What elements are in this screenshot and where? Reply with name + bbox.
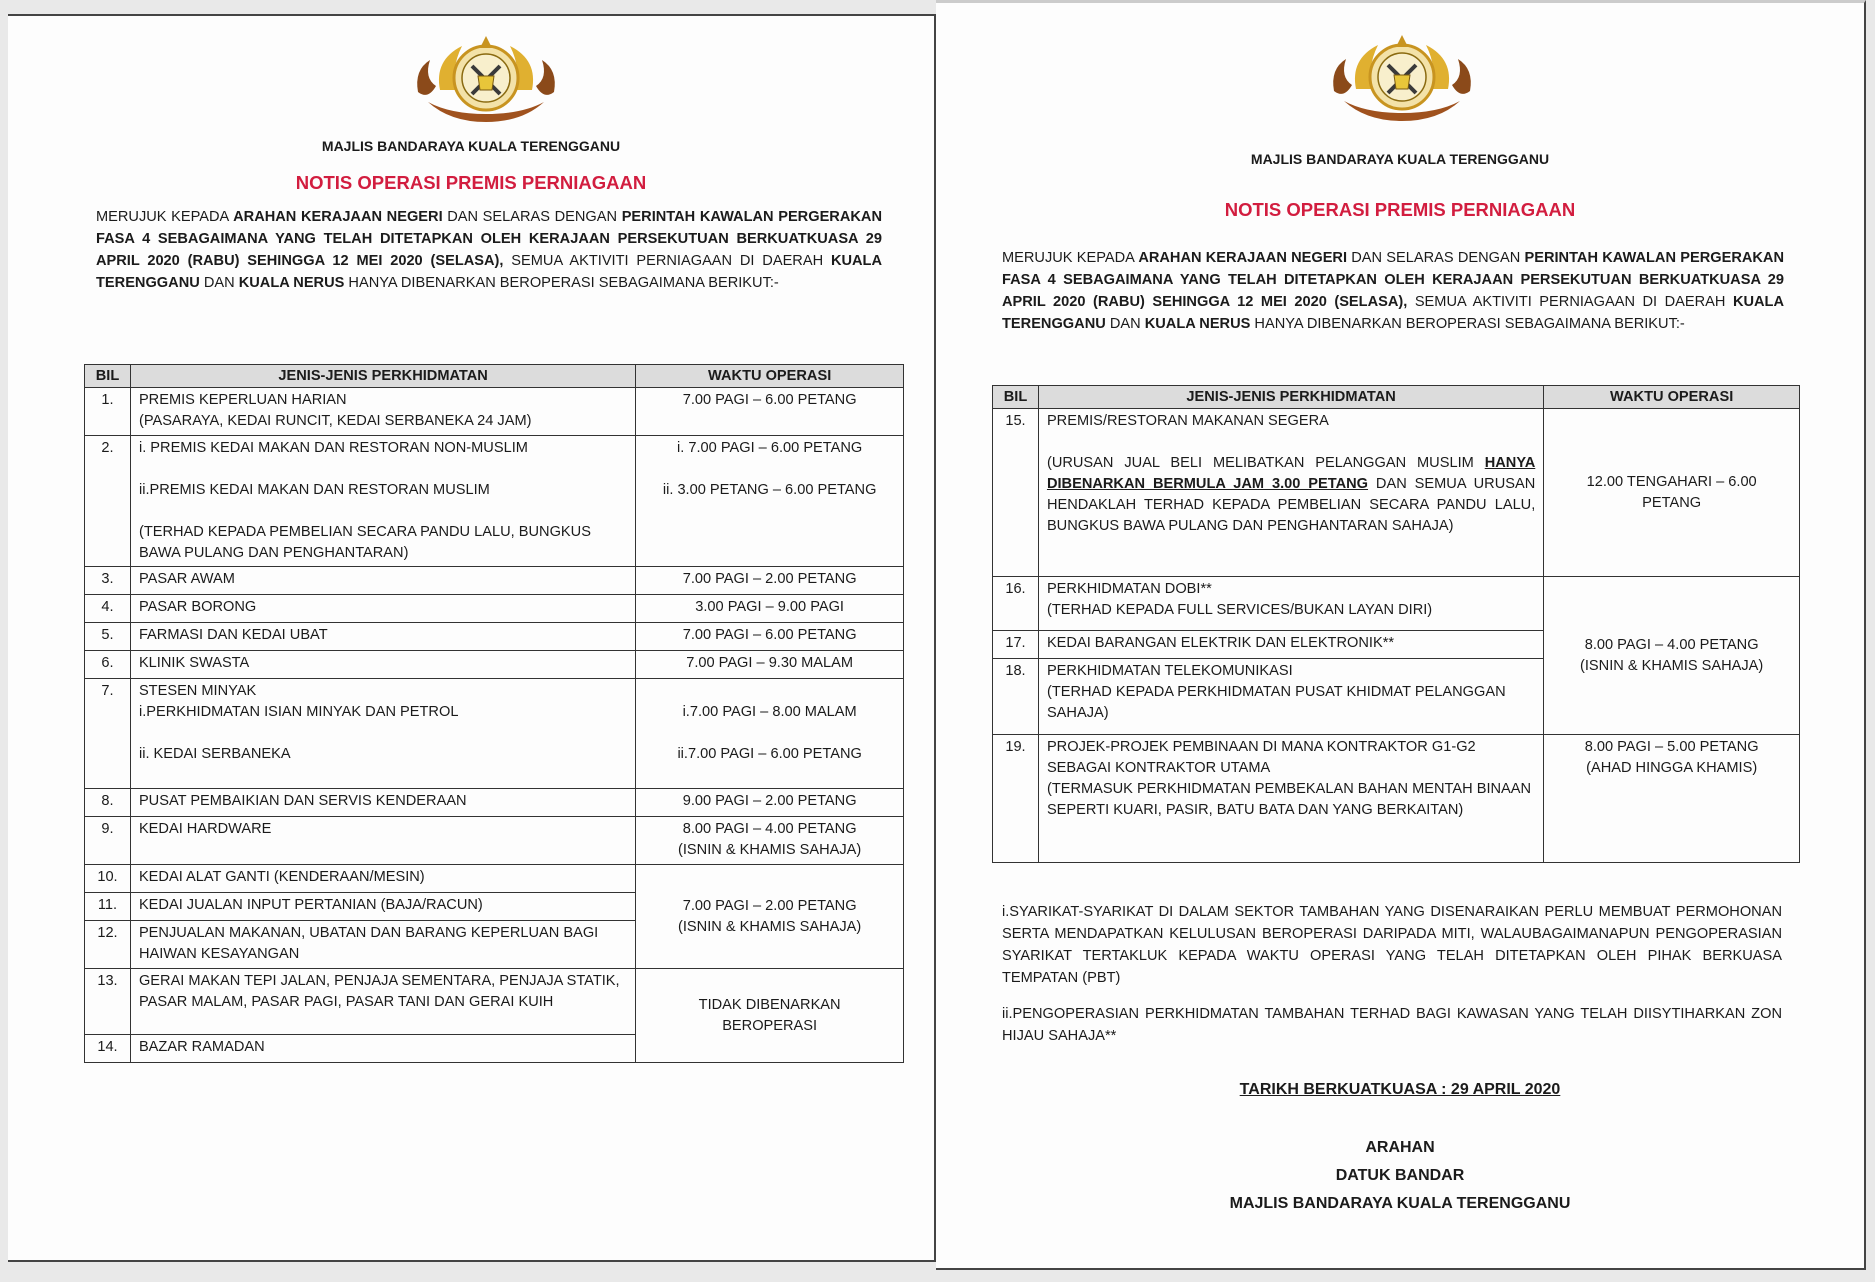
- service-line: (TERHAD KEPADA PEMBELIAN SECARA PANDU LALU, BUNGKUS BAWA PULANG DAN PENGHANTARAN): [138, 524, 591, 561]
- org-name: MAJLIS BANDARAYA KUALA TERENGGANU: [321, 138, 621, 154]
- table-row: [85, 623, 904, 651]
- row-number: 13.: [85, 969, 131, 1035]
- service-line: [139, 459, 627, 480]
- service-cell: [130, 893, 635, 921]
- time-line: PETANG: [1642, 494, 1702, 511]
- service-cell: [130, 623, 635, 651]
- note-text: (URUSAN JUAL BELI MELIBATKAN PELANGGAN MUSLIM: [1046, 455, 1485, 471]
- time-line: [644, 723, 895, 744]
- time-line: 8.00 PAGI – 4.00 PETANG: [1584, 636, 1759, 653]
- intro-segment: HANYA DIBENARKAN BEROPERASI SEBAGAIMANA BERIKUT:-: [1250, 316, 1685, 332]
- note-text: DAN SEMUA URUSAN HENDAKLAH TERHAD KEPADA PEMBELIAN SECARA PANDU LALU, BUNGKUS BAWA PULANG DAN PENGHANTARAN SAHAJA): [1046, 476, 1536, 534]
- time-line: 8.00 PAGI – 5.00 PETANG: [1584, 739, 1759, 755]
- effective-date: TARIKH BERKUATKUASA : 29 APRIL 2020: [1239, 1081, 1561, 1098]
- time-cell: [636, 436, 904, 567]
- service-cell: [130, 921, 635, 969]
- time-cell: [1544, 409, 1800, 577]
- note-i: i.SYARIKAT-SYARIKAT DI DALAM SEKTOR TAMBAHAN YANG DISENARAIKAN PERLU MEMBUAT PERMOHONAN SERTA MENDAPATKAN KELULUSAN BEROPERASI DARIPADA MITI, WALAUBAGAIMANAPUN PENGOPERASIAN SYARIKAT TERTAKLUK KEPADA WAKTU OPERASI YANG TELAH DITETAPKAN OLEH PIHAK BERKUASA TEMPATAN (PBT): [1002, 904, 1782, 986]
- header-bil: BIL: [85, 365, 131, 388]
- service-line: PENJUALAN MAKANAN, UBATAN DAN BARANG KEPERLUAN BAGI HAIWAN KESAYANGAN: [138, 925, 599, 962]
- time-line: BEROPERASI: [722, 1017, 818, 1034]
- row-number: 15.: [993, 409, 1039, 577]
- time-cell: [636, 865, 904, 969]
- service-line: [139, 501, 627, 522]
- service-line: PREMIS KEPERLUAN HARIAN: [138, 392, 347, 408]
- time-line: i.7.00 PAGI – 8.00 MALAM: [682, 704, 857, 720]
- intro-segment: SEMUA AKTIVITI PERNIAGAAN DI DAERAH: [503, 253, 831, 269]
- service-line: KEDAI BARANGAN ELEKTRIK DAN ELEKTRONIK**: [1046, 635, 1395, 651]
- service-cell: [1038, 409, 1543, 577]
- time-cell: [636, 388, 904, 436]
- service-line: (TERMASUK PERKHIDMATAN PEMBEKALAN BAHAN MENTAH BINAAN SEPERTI KUARI, PASIR, BATU BATA DAN YANG BERKAITAN): [1046, 781, 1532, 818]
- time-line: (ISNIN & KHAMIS SAHAJA): [678, 842, 862, 858]
- service-cell: [130, 1035, 635, 1063]
- time-cell: [636, 595, 904, 623]
- service-line: PREMIS/RESTORAN MAKANAN SEGERA: [1046, 413, 1329, 429]
- notice-title: NOTIS OPERASI PREMIS PERNIAGAAN: [1224, 199, 1576, 220]
- service-cell: [130, 388, 635, 436]
- service-cell: [130, 969, 635, 1035]
- notice-page-right: [936, 0, 1866, 1270]
- time-line: (ISNIN & KHAMIS SAHAJA): [1580, 657, 1764, 674]
- service-cell: [1038, 735, 1543, 863]
- row-number: 12.: [85, 921, 131, 969]
- row-number: 3.: [85, 567, 131, 595]
- time-line: [644, 459, 895, 480]
- service-line: KLINIK SWASTA: [138, 655, 250, 671]
- row-number: 19.: [993, 735, 1039, 863]
- table-row: [85, 651, 904, 679]
- service-line: PERKHIDMATAN TELEKOMUNIKASI: [1046, 663, 1293, 679]
- service-line: FARMASI DAN KEDAI UBAT: [138, 627, 328, 643]
- time-line: 7.00 PAGI – 2.00 PETANG: [682, 897, 857, 914]
- row-number: 8.: [85, 789, 131, 817]
- service-line: KEDAI JUALAN INPUT PERTANIAN (BAJA/RACUN): [138, 897, 483, 913]
- intro-segment: DAN SELARAS DENGAN: [1347, 250, 1525, 266]
- table-row: [85, 388, 904, 436]
- time-cell: [636, 789, 904, 817]
- crest-emblem-icon: [410, 30, 562, 130]
- service-line: PUSAT PEMBAIKIAN DAN SERVIS KENDERAAN: [138, 793, 467, 809]
- service-cell: [130, 679, 635, 789]
- intro-segment: KUALA TERENGGANU: [1002, 294, 1785, 332]
- intro-segment: MERUJUK KEPADA: [96, 209, 234, 225]
- time-cell: [636, 567, 904, 595]
- service-line: PASAR BORONG: [138, 599, 257, 615]
- service-line: (TERHAD KEPADA FULL SERVICES/BUKAN LAYAN DIRI): [1046, 602, 1433, 618]
- time-line: i. 7.00 PAGI – 6.00 PETANG: [677, 440, 863, 456]
- service-line: KEDAI HARDWARE: [138, 821, 272, 837]
- notice-page-left: [8, 14, 936, 1262]
- crest-emblem-icon: [1326, 29, 1478, 129]
- table-row: [85, 595, 904, 623]
- row-number: 17.: [993, 631, 1039, 659]
- row-number: 5.: [85, 623, 131, 651]
- service-cell: [130, 567, 635, 595]
- service-cell: [130, 436, 635, 567]
- service-cell: [130, 817, 635, 865]
- signature-line-2: DATUK BANDAR: [1335, 1167, 1465, 1184]
- time-cell: [1544, 577, 1800, 735]
- notice-title: NOTIS OPERASI PREMIS PERNIAGAAN: [295, 172, 647, 193]
- row-number: 7.: [85, 679, 131, 789]
- table-header-row: [85, 365, 904, 388]
- table-row: [85, 817, 904, 865]
- note-ii: ii.PENGOPERASIAN PERKHIDMATAN TAMBAHAN TERHAD BAGI KAWASAN YANG TELAH DIISYTIHARKAN ZON HIJAU SAHAJA**: [1002, 1006, 1782, 1044]
- intro-segment: PERINTAH KAWALAN PERGERAKAN FASA 4 SEBAGAIMANA YANG TELAH DITETAPKAN OLEH KERAJAAN PERSEKUTUAN BERKUATKUASA 29 APRIL 2020 (RABU) SEHINGGA 12 MEI 2020 (SELASA),: [1002, 250, 1785, 310]
- time-line: ii.7.00 PAGI – 6.00 PETANG: [677, 746, 862, 762]
- intro-segment: MERUJUK KEPADA: [1002, 250, 1139, 266]
- time-line: 7.00 PAGI – 2.00 PETANG: [682, 571, 857, 587]
- intro-segment: DAN: [1105, 316, 1145, 332]
- time-cell: [636, 651, 904, 679]
- table-row: [85, 679, 904, 789]
- row-number: 4.: [85, 595, 131, 623]
- row-number: 2.: [85, 436, 131, 567]
- header-bil: BIL: [993, 386, 1039, 409]
- row-number: 10.: [85, 865, 131, 893]
- row-number: 16.: [993, 577, 1039, 631]
- service-line: KEDAI ALAT GANTI (KENDERAAN/MESIN): [138, 869, 425, 885]
- row-number: 18.: [993, 659, 1039, 735]
- service-line: [139, 723, 627, 744]
- signature-line-3: MAJLIS BANDARAYA KUALA TERENGGANU: [1229, 1195, 1571, 1212]
- intro-segment: HANYA DIBENARKAN BEROPERASI SEBAGAIMANA BERIKUT:-: [344, 275, 779, 291]
- time-cell: [1544, 735, 1800, 863]
- service-cell: [130, 789, 635, 817]
- table-row: [85, 789, 904, 817]
- row-number: 14.: [85, 1035, 131, 1063]
- table-row: [993, 409, 1800, 577]
- service-line: PERKHIDMATAN DOBI**: [1046, 581, 1212, 597]
- time-line: (ISNIN & KHAMIS SAHAJA): [678, 918, 862, 935]
- table-row: [85, 969, 904, 1035]
- time-cell: [636, 969, 904, 1063]
- intro-segment: KUALA NERUS: [1144, 316, 1251, 332]
- service-line: GERAI MAKAN TEPI JALAN, PENJAJA SEMENTARA, PENJAJA STATIK, PASAR MALAM, PASAR PAGI, PASAR TANI DAN GERAI KUIH: [138, 973, 620, 1010]
- header-time: WAKTU OPERASI: [636, 365, 904, 388]
- table-row: [993, 735, 1800, 863]
- service-line: PASAR AWAM: [138, 571, 235, 587]
- service-line: BAZAR RAMADAN: [138, 1039, 265, 1055]
- service-line: (TERHAD KEPADA PERKHIDMATAN PUSAT KHIDMAT PELANGGAN SAHAJA): [1046, 684, 1506, 721]
- row-number: 6.: [85, 651, 131, 679]
- service-line: ii.PREMIS KEDAI MAKAN DAN RESTORAN MUSLIM: [138, 482, 490, 498]
- service-line: i.PERKHIDMATAN ISIAN MINYAK DAN PETROL: [138, 704, 459, 720]
- row-number: 1.: [85, 388, 131, 436]
- org-name: MAJLIS BANDARAYA KUALA TERENGGANU: [1250, 151, 1550, 167]
- time-line: 7.00 PAGI – 6.00 PETANG: [682, 392, 857, 408]
- table-row: [85, 567, 904, 595]
- service-line: PROJEK-PROJEK PEMBINAAN DI MANA KONTRAKTOR G1-G2 SEBAGAI KONTRAKTOR UTAMA: [1046, 739, 1476, 776]
- time-line: 9.00 PAGI – 2.00 PETANG: [682, 793, 857, 809]
- intro-segment: PERINTAH KAWALAN PERGERAKAN FASA 4 SEBAGAIMANA YANG TELAH DITETAPKAN OLEH KERAJAAN PERSEKUTUAN BERKUATKUASA 29 APRIL 2020 (RABU) SEHINGGA 12 MEI 2020 (SELASA),: [96, 209, 882, 269]
- table-header-row: [993, 386, 1800, 409]
- intro-segment: KUALA TERENGGANU: [96, 253, 883, 291]
- service-line: ii. KEDAI SERBANEKA: [138, 746, 291, 762]
- intro-segment: DAN SELARAS DENGAN: [442, 209, 622, 225]
- service-cell: [130, 595, 635, 623]
- table-row: [85, 436, 904, 567]
- time-line: 3.00 PAGI – 9.00 PAGI: [695, 599, 844, 615]
- row-number: 11.: [85, 893, 131, 921]
- service-cell: [1038, 659, 1543, 735]
- time-line: [644, 681, 895, 702]
- time-cell: [636, 679, 904, 789]
- intro-segment: DAN: [199, 275, 239, 291]
- service-cell: [1038, 631, 1543, 659]
- service-line: i. PREMIS KEDAI MAKAN DAN RESTORAN NON-MUSLIM: [138, 440, 528, 456]
- intro-segment: KUALA NERUS: [238, 275, 345, 291]
- time-line: (AHAD HINGGA KHAMIS): [1586, 760, 1758, 776]
- header-service: JENIS-JENIS PERKHIDMATAN: [1038, 386, 1543, 409]
- time-line: ii. 3.00 PETANG – 6.00 PETANG: [662, 482, 877, 498]
- service-line: STESEN MINYAK: [138, 683, 257, 699]
- time-line: TIDAK DIBENARKAN: [698, 996, 841, 1013]
- service-line: (PASARAYA, KEDAI RUNCIT, KEDAI SERBANEKA 24 JAM): [138, 413, 532, 429]
- time-line: 8.00 PAGI – 4.00 PETANG: [682, 821, 857, 837]
- service-cell: [130, 651, 635, 679]
- row-number: 9.: [85, 817, 131, 865]
- service-cell: [1038, 577, 1543, 631]
- header-service: JENIS-JENIS PERKHIDMATAN: [130, 365, 635, 388]
- spacer: [1047, 432, 1535, 453]
- header-time: WAKTU OPERASI: [1544, 386, 1800, 409]
- intro-segment: ARAHAN KERAJAAN NEGERI: [233, 209, 443, 225]
- time-line: 7.00 PAGI – 9.30 MALAM: [686, 655, 854, 671]
- time-line: 12.00 TENGAHARI – 6.00: [1586, 473, 1757, 490]
- time-cell: [636, 817, 904, 865]
- operations-table: [84, 364, 904, 1063]
- table-row: [85, 865, 904, 893]
- table-row: [993, 577, 1800, 631]
- intro-paragraph: [1002, 247, 1784, 335]
- time-cell: [636, 623, 904, 651]
- intro-paragraph: [96, 206, 882, 294]
- intro-segment: ARAHAN KERAJAAN NEGERI: [1138, 250, 1348, 266]
- row15-note: [1047, 453, 1535, 537]
- service-cell: [130, 865, 635, 893]
- time-line: 7.00 PAGI – 6.00 PETANG: [682, 627, 857, 643]
- operations-table: [992, 385, 1800, 863]
- signature-line-1: ARAHAN: [1365, 1139, 1435, 1156]
- note-emphasis: HANYA DIBENARKAN BERMULA JAM 3.00 PETANG: [1046, 455, 1536, 492]
- intro-segment: SEMUA AKTIVITI PERNIAGAAN DI DAERAH: [1407, 294, 1733, 310]
